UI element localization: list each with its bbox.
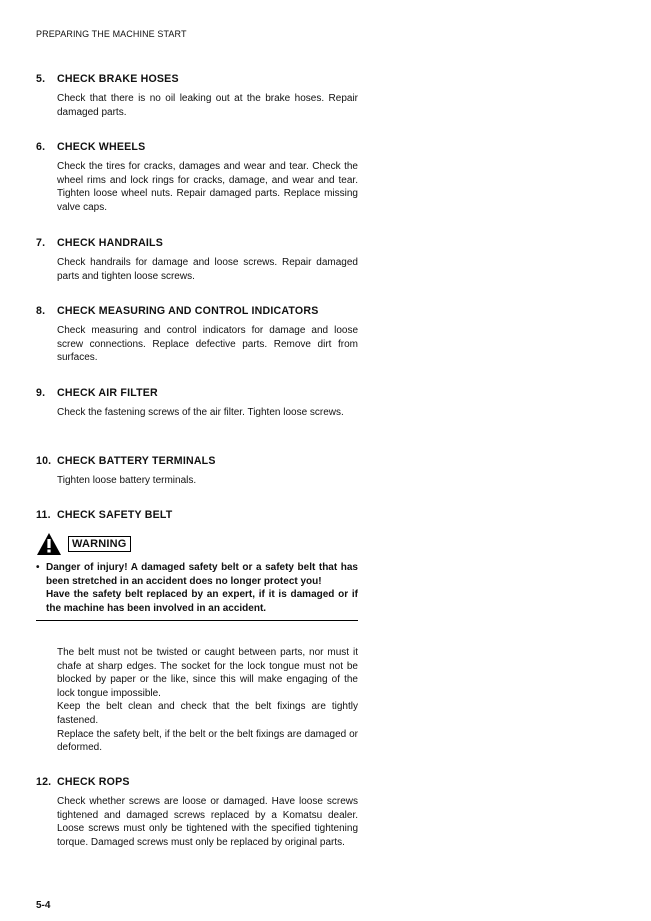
section-body: Tighten loose battery terminals.	[57, 475, 197, 486]
section-safety-belt	[36, 509, 358, 522]
section-heading	[36, 73, 358, 86]
section-heading	[36, 455, 358, 468]
section-title: CHECK WHEELS	[57, 141, 146, 153]
page-header: PREPARING THE MACHINE START	[36, 29, 187, 39]
section-number: 8.	[36, 305, 46, 317]
warning-line-1: Danger of injury! A damaged safety belt or a safety belt that has been stretched in an accident does no longer protect you!	[46, 562, 358, 587]
warning-label: WARNING	[68, 536, 131, 552]
section-heading	[36, 305, 358, 318]
section-title: CHECK SAFETY BELT	[57, 509, 173, 521]
section-number: 9.	[36, 387, 46, 399]
section-number: 11.	[36, 509, 51, 521]
section-title: CHECK HANDRAILS	[57, 237, 163, 249]
section-number: 12.	[36, 776, 52, 788]
section-number: 5.	[36, 73, 46, 85]
warning-triangle-icon	[36, 532, 62, 556]
section-battery-terminals	[36, 455, 358, 488]
section-body: Check handrails for damage and loose screws. Repair damaged parts and tighten loose screws.	[57, 257, 358, 282]
warning-line-2: Have the safety belt replaced by an expert, if it is damaged or if the machine has been involved in an accident.	[46, 589, 358, 614]
page-number: 5-4	[36, 900, 51, 911]
section-heading	[36, 237, 358, 250]
belt-paragraph-3: Replace the safety belt, if the belt or the belt fixings are damaged or deformed.	[57, 728, 358, 754]
warning-heading	[36, 532, 358, 556]
section-heading	[36, 776, 358, 789]
section-wheels	[36, 141, 358, 214]
belt-paragraph-2: Keep the belt clean and check that the belt fixings are tightly fastened.	[57, 701, 358, 726]
section-body: Check the fastening screws of the air filter. Tighten loose screws.	[57, 407, 344, 418]
section-brake-hoses	[36, 73, 358, 119]
section-number: 10.	[36, 455, 52, 467]
section-title: CHECK MEASURING AND CONTROL INDICATORS	[57, 305, 319, 317]
section-title: CHECK AIR FILTER	[57, 387, 158, 399]
belt-instructions	[57, 646, 358, 755]
section-body: Check whether screws are loose or damaged. Have loose screws tightened and damaged screws replaced by a Komatsu dealer. Loose screws must only be tightened with the specified tightening torque. Damaged screws must only be replaced by original parts.	[57, 796, 358, 848]
section-rops	[36, 776, 358, 849]
warning-text	[36, 561, 358, 615]
section-heading	[36, 509, 358, 522]
warning-bullet: •	[36, 562, 40, 573]
section-number: 6.	[36, 141, 46, 153]
section-body: Check that there is no oil leaking out at the brake hoses. Repair damaged parts.	[57, 93, 358, 118]
section-heading	[36, 387, 358, 400]
section-handrails	[36, 237, 358, 283]
section-number: 7.	[36, 237, 46, 249]
section-body: Check measuring and control indicators for damage and loose screw connections. Replace defective parts. Remove dirt from surfaces.	[57, 325, 358, 364]
warning-box	[36, 532, 358, 621]
section-air-filter	[36, 387, 358, 420]
section-heading	[36, 141, 358, 154]
section-body: Check the tires for cracks, damages and wear and tear. Check the wheel rims and lock rings for cracks, damage, and wear and tear. Tighten loose wheel nuts. Repair damaged parts. Replace missing valve caps.	[57, 161, 358, 213]
belt-paragraph-1: The belt must not be twisted or caught between parts, nor must it chafe at sharp edges. The socket for the lock tongue must not be blocked by paper or the like, since this will make engaging of the lock tongue impossible.	[57, 647, 358, 699]
section-title: CHECK BATTERY TERMINALS	[57, 455, 216, 467]
section-title: CHECK BRAKE HOSES	[57, 73, 179, 85]
section-measuring-indicators	[36, 305, 358, 365]
warning-divider	[36, 620, 358, 621]
section-title: CHECK ROPS	[57, 776, 130, 788]
